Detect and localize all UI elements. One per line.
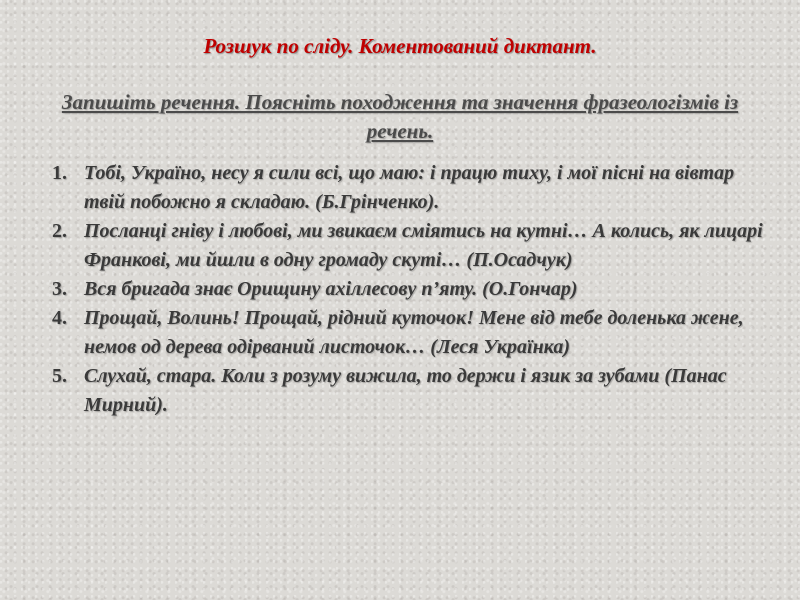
list-item-text: Слухай, стара. Коли з розуму вижила, то держи і язик за зубами (Панас Мирний).	[84, 365, 727, 416]
list-item-text: Тобі, Україно, несу я сили всі, що маю: і працю тиху, і мої пісні на вівтар твій побожно я складаю. (Б.Грінченко).	[84, 162, 735, 213]
list-item-number: 1.	[52, 162, 67, 184]
slide-subtitle: Запишіть речення. Поясніть походження та значення фразеологізмів із речень.	[61, 90, 739, 143]
list-item-number: 4.	[52, 307, 67, 329]
slide-title: Розшук по сліду. Коментований диктант.	[203, 34, 597, 58]
list-item	[52, 159, 772, 217]
list-item-text: Прощай, Волинь! Прощай, рідний куточок! Мене від тебе доленька жене, немов од дерева одірваний листочок… (Леся Українка)	[84, 307, 744, 358]
sentence-list	[52, 159, 772, 420]
list-item-text: Вся бригада знає Орищину ахіллесову п’яту. (О.Гончар)	[84, 278, 578, 300]
list-item	[52, 275, 772, 304]
list-item	[52, 362, 772, 420]
list-item	[52, 217, 772, 275]
list-item-number: 3.	[52, 278, 67, 300]
list-item-number: 2.	[52, 220, 67, 242]
list-item-text: Посланці гніву і любові, ми звикаєм сміятись на кутні… А колись, як лицарі Франкові, ми йшли в одну громаду скуті… (П.Осадчук)	[84, 220, 763, 271]
list-item	[52, 304, 772, 362]
list-item-number: 5.	[52, 365, 67, 387]
